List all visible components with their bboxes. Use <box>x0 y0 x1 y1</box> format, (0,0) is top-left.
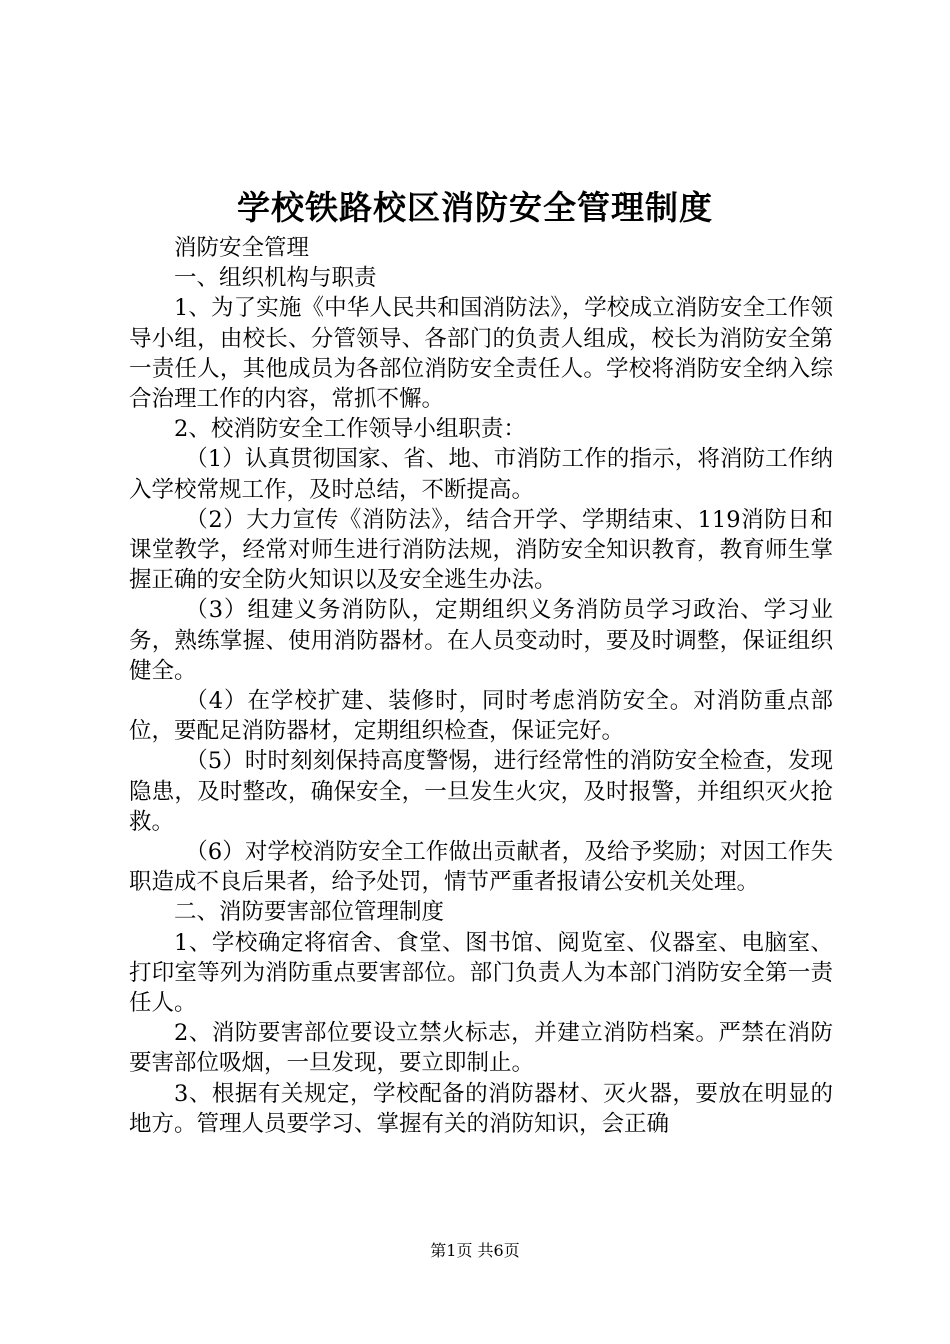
section-heading: 二、消防要害部位管理制度 <box>174 899 445 926</box>
list-item: （4）在学校扩建、装修时，同时考虑消防安全。对消防重点部位，要配足消防器材，定期组织检查，保证完好。 <box>129 688 833 745</box>
paragraph: 3、根据有关规定，学校配备的消防器材、灭火器，要放在明显的地方。管理人员要学习、掌握有关的消防知识，会正确 <box>129 1080 833 1137</box>
paragraph: 1、为了实施《中华人民共和国消防法》，学校成立消防安全工作领导小组，由校长、分管领导、各部门的负责人组成，校长为消防安全第一责任人，其他成员为各部位消防安全责任人。学校将消防安全纳入综合治理工作的内容，常抓不懈。 <box>129 295 833 413</box>
list-item: （1）认真贯彻国家、省、地、市消防工作的指示，将消防工作纳入学校常规工作，及时总结，不断提高。 <box>129 446 833 503</box>
paragraph: 1、学校确定将宿舍、食堂、图书馆、阅览室、仪器室、电脑室、打印室等列为消防重点要害部位。部门负责人为本部门消防安全第一责任人。 <box>129 929 833 1017</box>
list-item: （6）对学校消防安全工作做出贡献者，及给予奖励；对因工作失职造成不良后果者，给予处罚，情节严重者报请公安机关处理。 <box>129 839 833 896</box>
document-title: 学校铁路校区消防安全管理制度 <box>237 188 713 227</box>
document-body <box>129 233 833 1139</box>
list-item: （5）时时刻刻保持高度警惕，进行经常性的消防安全检查，发现隐患，及时整改，确保安全，一旦发生火灾，及时报警，并组织灭火抢救。 <box>129 748 833 835</box>
section-heading: 一、组织机构与职责 <box>174 265 377 292</box>
paragraph: 消防安全管理 <box>174 235 310 261</box>
paragraph: 2、校消防安全工作领导小组职责： <box>174 416 526 443</box>
list-item: （3）组建义务消防队，定期组织义务消防员学习政治、学习业务，熟练掌握、使用消防器材。在人员变动时，要及时调整，保证组织健全。 <box>129 597 833 684</box>
page-number: 第1页 共6页 <box>430 1241 520 1260</box>
list-item: （2）大力宣传《消防法》，结合开学、学期结束、119消防日和课堂教学，经常对师生进行消防法规，消防安全知识教育，教育师生掌握正确的安全防火知识以及安全逃生办法。 <box>129 506 833 594</box>
paragraph: 2、消防要害部位要设立禁火标志，并建立消防档案。严禁在消防要害部位吸烟，一旦发现，要立即制止。 <box>129 1020 833 1077</box>
